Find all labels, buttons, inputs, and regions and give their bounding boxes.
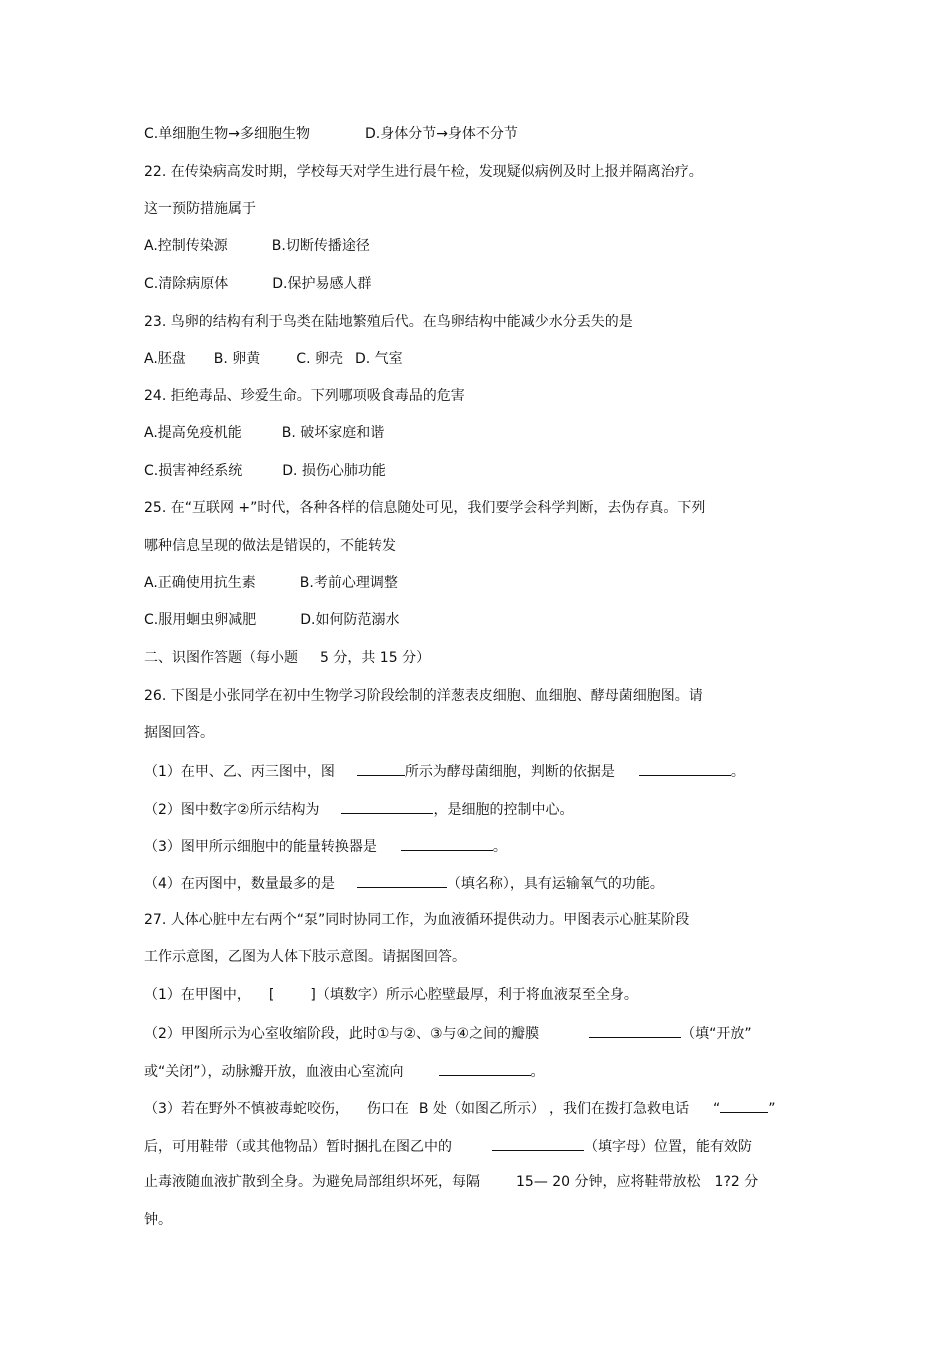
option-a: A.正确使用抗生素	[144, 575, 256, 591]
answer-blank[interactable]	[720, 1097, 768, 1113]
option-b: B.考前心理调整	[299, 575, 398, 591]
sub-question-26-1: （1）在甲、乙、丙三图中，图 所示为酵母菌细胞，判断的依据是 。	[144, 760, 745, 782]
answer-blank[interactable]	[341, 798, 433, 814]
option-d: D.如何防范溺水	[300, 612, 400, 628]
answer-blank[interactable]	[401, 835, 493, 851]
option-a: A.胚盘	[144, 351, 186, 367]
question-26-cont: 据图回答。	[144, 725, 214, 741]
sub-question-27-3-cont: 后，可用鞋带（或其他物品）暂时捆扎在图乙中的 （填字母）位置，能有效防	[144, 1135, 752, 1157]
section-heading: 二、识图作答题（每小题 5 分，共 15 分）	[144, 650, 431, 666]
sub-question-27-1: （1）在甲图中， [ ]（填数字）所示心腔壁最厚，利于将血液泵至全身。	[144, 987, 638, 1003]
answer-blank[interactable]	[639, 760, 731, 776]
option-row	[144, 274, 371, 294]
answer-blank[interactable]	[357, 760, 405, 776]
option-c: C.清除病原体	[144, 276, 229, 292]
sub-question-27-3-cont: 止毒液随血液扩散到全身。为避免局部组织坏死，每隔 15— 20 分钟，应将鞋带放松 1?2 分	[144, 1174, 759, 1190]
option-d: D.保护易感人群	[272, 276, 372, 292]
question-26: 26. 下图是小张同学在初中生物学习阶段绘制的洋葱表皮细胞、血细胞、酵母菌细胞图。请	[144, 688, 703, 704]
option-row	[144, 461, 386, 481]
answer-blank[interactable]	[492, 1135, 584, 1151]
sub-question-27-2-cont: 或“关闭”），动脉瓣开放，血液由心室流向 。	[144, 1060, 545, 1082]
answer-blank[interactable]	[589, 1022, 681, 1038]
option-c: C.损害神经系统	[144, 463, 243, 479]
option-b: B.切断传播途径	[271, 238, 370, 254]
answer-blank[interactable]	[439, 1060, 531, 1076]
option-a: A.控制传染源	[144, 238, 228, 254]
question-25: 25. 在“互联网 +”时代，各种各样的信息随处可见，我们要学会科学判断，去伪存真。下列	[144, 500, 706, 516]
option-c: C.单细胞生物→多细胞生物	[144, 126, 310, 142]
option-d: D. 损伤心肺功能	[282, 463, 386, 479]
option-b: B. 卵黄	[213, 351, 261, 367]
sub-question-26-4: （4）在丙图中，数量最多的是 （填名称），具有运输氧气的功能。	[144, 872, 664, 894]
sub-question-27-2: （2）甲图所示为心室收缩阶段，此时①与②、③与④之间的瓣膜 （填“开放”	[144, 1022, 752, 1044]
option-d: D.身体分节→身体不分节	[364, 126, 518, 142]
option-row	[144, 573, 398, 593]
option-row	[144, 349, 403, 369]
sub-question-27-3: （3）若在野外不慎被毒蛇咬伤， 伤口在 B 处（如图乙所示） ，我们在拨打急救电话 “ ”	[144, 1097, 776, 1119]
option-a: A.提高免疫机能	[144, 425, 242, 441]
question-24: 24. 拒绝毒品、珍爱生命。下列哪项吸食毒品的危害	[144, 388, 465, 404]
option-c: C. 卵壳	[296, 351, 343, 367]
option-row	[144, 124, 518, 144]
question-22: 22. 在传染病高发时期，学校每天对学生进行晨午检，发现疑似病例及时上报并隔离治疗。	[144, 164, 703, 180]
question-23: 23. 鸟卵的结构有利于鸟类在陆地繁殖后代。在鸟卵结构中能减少水分丢失的是	[144, 314, 633, 330]
option-d: D. 气室	[354, 351, 403, 367]
question-27-cont: 工作示意图，乙图为人体下肢示意图。请据图回答。	[144, 949, 466, 965]
sub-question-26-3: （3）图甲所示细胞中的能量转换器是 。	[144, 835, 507, 857]
option-b: B. 破坏家庭和谐	[281, 425, 385, 441]
question-25-cont: 哪种信息呈现的做法是错误的，不能转发	[144, 538, 396, 554]
option-row	[144, 236, 370, 256]
question-22-cont: 这一预防措施属于	[144, 201, 256, 217]
question-27: 27. 人体心脏中左右两个“泵”同时协同工作，为血液循环提供动力。甲图表示心脏某阶段	[144, 912, 690, 928]
answer-blank[interactable]	[357, 872, 447, 888]
option-c: C.服用蛔虫卵减肥	[144, 612, 257, 628]
option-row	[144, 610, 399, 630]
option-row	[144, 423, 384, 443]
sub-question-27-3-end: 钟。	[144, 1212, 172, 1228]
sub-question-26-2: （2）图中数字②所示结构为 ，是细胞的控制中心。	[144, 798, 573, 820]
